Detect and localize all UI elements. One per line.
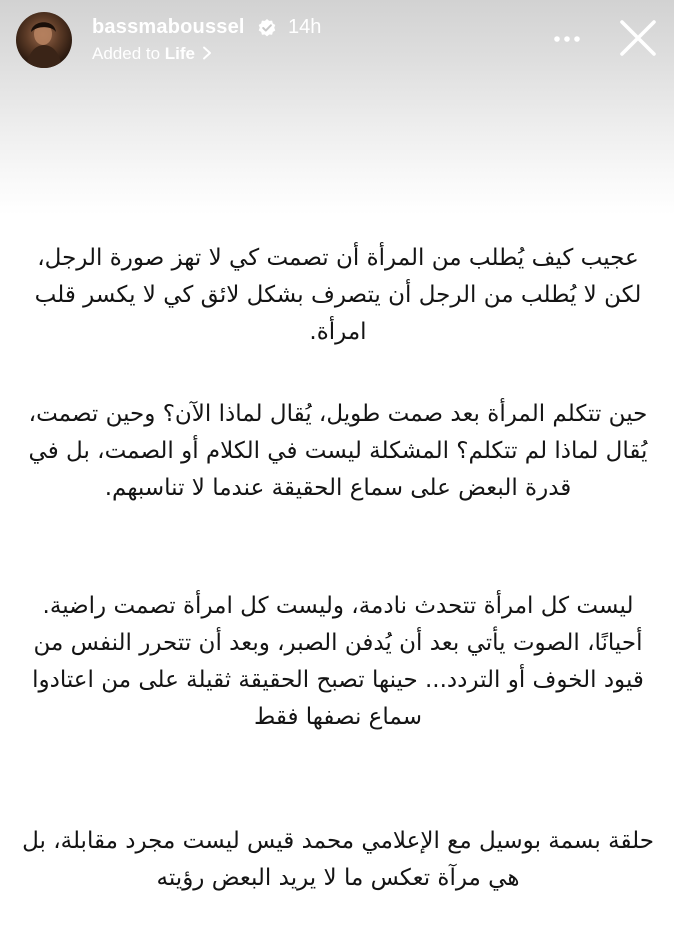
chevron-right-icon bbox=[201, 46, 213, 60]
story-header bbox=[0, 0, 674, 80]
story-paragraph: حلقة بسمة بوسيل مع الإعلامي محمد قيس ليست مجرد مقابلة، بل هي مرآة تعكس ما لا يريد البعض رؤيته bbox=[22, 828, 654, 891]
verified-badge-icon bbox=[257, 18, 277, 38]
added-to-label: Added to bbox=[92, 44, 165, 63]
highlight-name: Life bbox=[164, 44, 196, 63]
highlight-link[interactable] bbox=[92, 44, 213, 64]
avatar-photo-icon bbox=[16, 12, 72, 68]
username[interactable]: bassmaboussel bbox=[92, 16, 245, 38]
story-timestamp: 14h bbox=[288, 16, 322, 38]
avatar[interactable] bbox=[16, 12, 72, 68]
story-paragraph: عجيب كيف يُطلب من المرأة أن تصمت كي لا تهز صورة الرجل، لكن لا يُطلب من الرجل أن يتصرف بشكل لائق كي لا يكسر قلب امرأة. bbox=[34, 245, 642, 345]
story-paragraph: حين تتكلم المرأة بعد صمت طويل، يُقال لماذا الآن؟ وحين تصمت، يُقال لماذا لم تتكلم؟ المشكلة ليست في الكلام أو الصمت، بل في قدرة البعض على سماع الحقيقة عندما لا تناسبهم. bbox=[28, 401, 648, 501]
story-paragraph: ليست كل امرأة تتحدث نادمة، وليست كل امرأة تصمت راضية. أحيانًا، الصوت يأتي بعد أن يُدفن الصبر، وبعد أن تتحرر النفس من قيود الخوف أو التردد... حينها تصبح الحقيقة ثقيلة على من اعتادوا سماع نصفها فقط bbox=[32, 593, 644, 730]
close-icon[interactable] bbox=[614, 14, 662, 62]
more-options-icon[interactable] bbox=[552, 28, 582, 50]
